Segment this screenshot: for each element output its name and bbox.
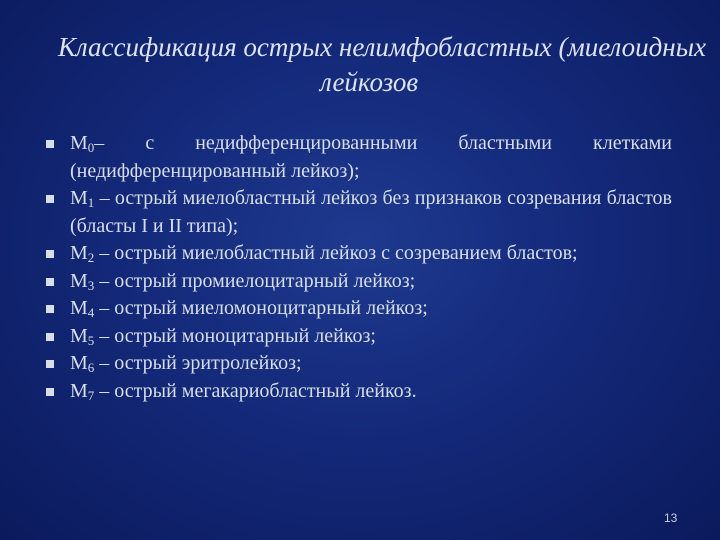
slide-title-line2: лейкозов [320,67,419,97]
list-item [44,323,672,351]
square-bullet-icon [46,388,54,396]
item-code-subscript: 2 [87,250,95,265]
square-bullet-icon [46,140,54,148]
list-item [44,130,672,185]
item-text: – острый миелобластный лейкоз без признаков созревания бластов (бласты I и II типа); [70,187,672,237]
item-code: M [70,187,88,209]
page-number: 13 [664,511,678,525]
square-bullet-icon [46,305,54,313]
item-text: – острый миеломоноцитарный лейкоз; [94,297,428,319]
item-code: M [70,379,88,402]
item-code-subscript: 6 [87,360,95,375]
list-item [44,240,672,268]
slide-title [58,30,720,100]
list-item [44,295,672,323]
item-text: – острый моноцитарный лейкоз; [94,324,376,347]
list-item [44,268,672,296]
item-text: – острый промиелоцитарный лейкоз; [94,269,416,292]
item-code: M [70,242,88,264]
list-item [44,185,672,240]
item-text: – с недифференцированными бластными клетками (недифференцированный лейкоз); [70,132,672,182]
item-code-subscript: 4 [87,305,95,320]
item-code-subscript: 5 [87,332,95,348]
item-text: – острый мегакариобластный лейкоз. [94,379,417,402]
square-bullet-icon [46,195,54,203]
item-code: M [70,132,88,154]
square-bullet-icon [46,360,54,368]
item-code: M [70,297,88,319]
square-bullet-icon [46,278,54,286]
item-code: M [70,269,88,292]
item-code: M [70,324,88,347]
list-item [44,378,672,406]
slide-title-line1: Классификация острых нелимфобластных (миелоидных [58,32,706,62]
item-code-subscript: 7 [87,387,95,403]
item-code: M [70,352,88,374]
classification-list [44,130,672,405]
item-code-subscript: 1 [87,195,95,210]
item-text: – острый миелобластный лейкоз с созреванием бластов; [94,242,578,264]
item-text: – острый эритролейкоз; [94,352,302,374]
item-code-subscript: 3 [87,277,95,293]
square-bullet-icon [46,250,54,258]
square-bullet-icon [46,333,54,341]
item-code-subscript: 0 [87,140,95,155]
list-item [44,350,672,378]
